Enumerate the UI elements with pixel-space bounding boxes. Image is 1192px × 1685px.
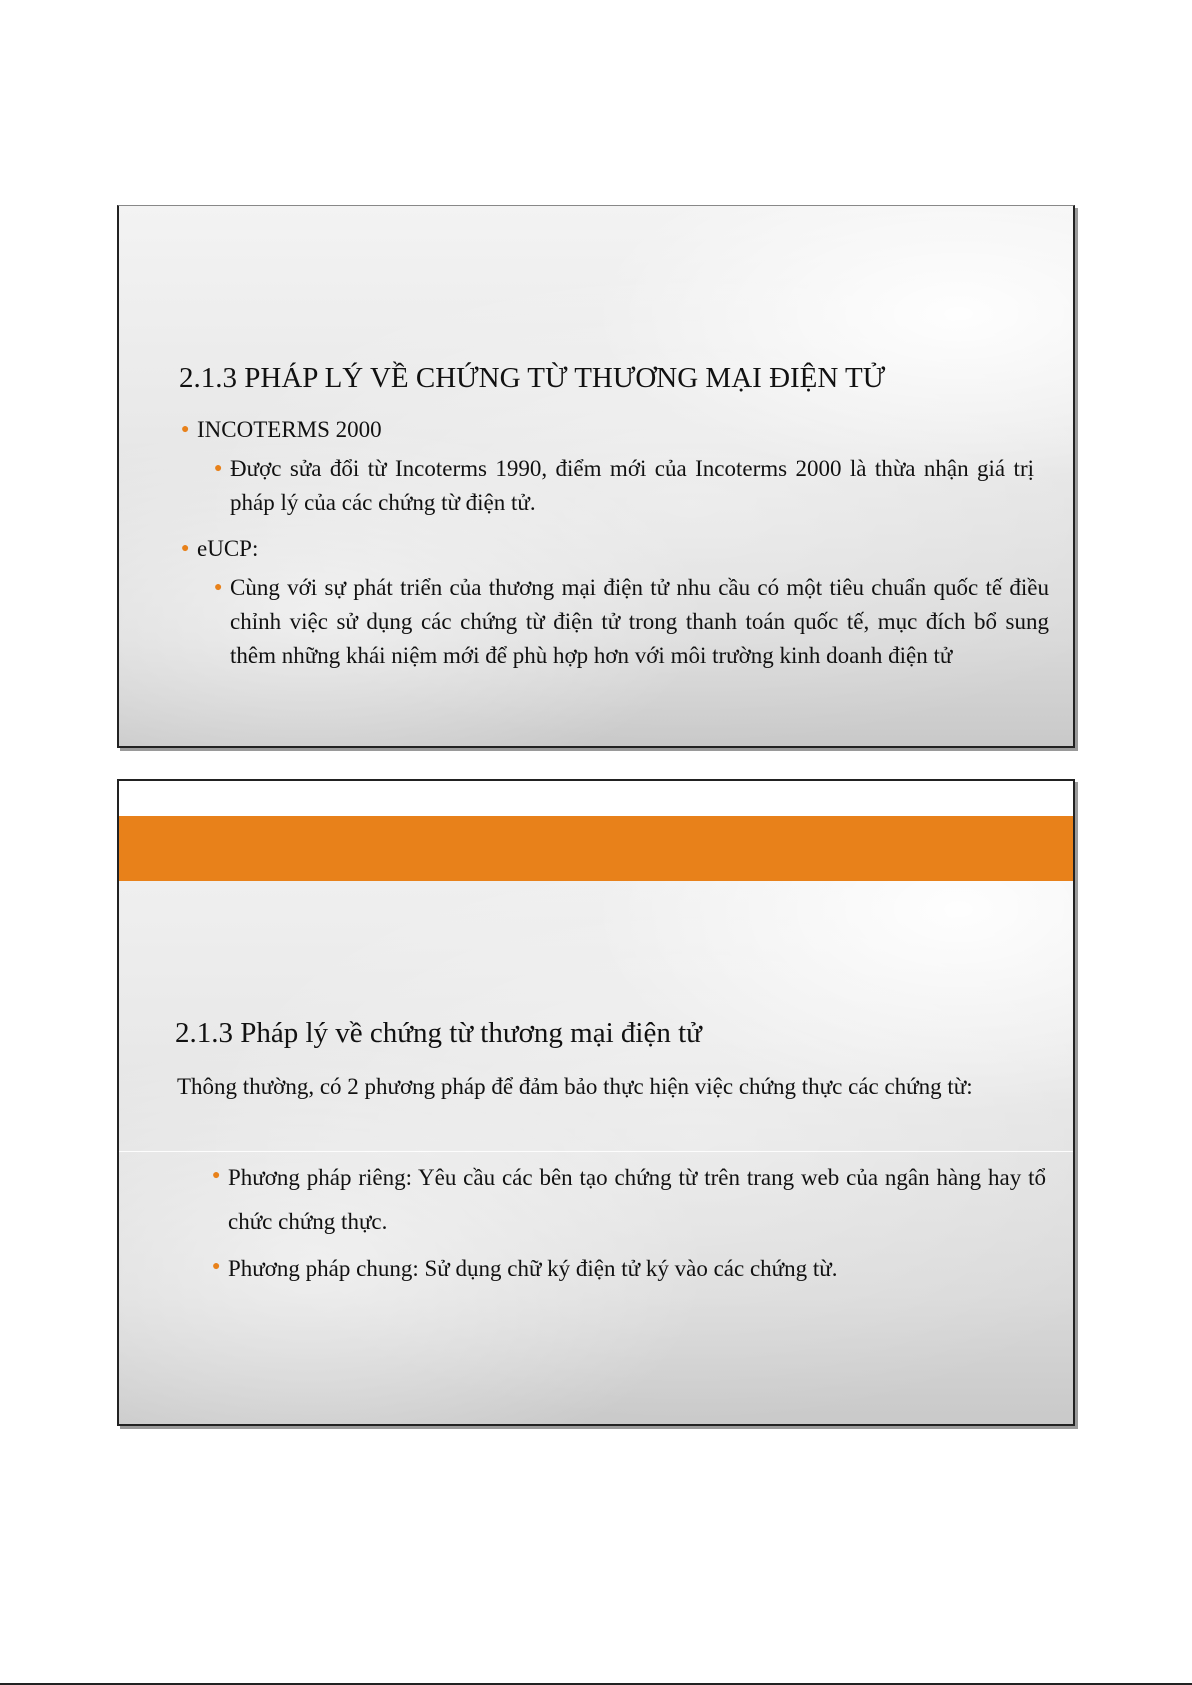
bullet-text: Phương pháp riêng: Yêu cầu các bên tạo chứng từ trên trang web của ngân hàng hay tổ chức chứng thực.	[228, 1165, 1046, 1234]
sub-bullet-incoterms	[214, 452, 1034, 520]
slide-1-title: 2.1.3 PHÁP LÝ VỀ CHỨNG TỪ THƯƠNG MẠI ĐIỆN TỬ	[179, 362, 886, 394]
bullet-incoterms	[181, 413, 881, 447]
bullet-text: Cùng với sự phát triển của thương mại điện tử nhu cầu có một tiêu chuẩn quốc tế điều chỉnh việc sử dụng các chứng từ điện tử trong thanh toán quốc tế, mục đích bổ sung thêm những khái niệm mới để phù hợp hơn với môi trường kinh doanh điện tử	[230, 575, 1049, 668]
slide-header-band	[119, 816, 1073, 881]
bullet-general-method	[212, 1247, 1046, 1291]
bullet-dot-icon: ●	[212, 1259, 221, 1274]
bullet-dot-icon: ●	[181, 422, 190, 437]
bullet-private-method	[212, 1156, 1046, 1244]
bullet-text: Được sửa đổi từ Incoterms 1990, điểm mới của Incoterms 2000 là thừa nhận giá trị pháp lý của các chứng từ điện tử.	[230, 456, 1034, 515]
bullet-dot-icon: ●	[214, 461, 223, 476]
slide-2-intro: Thông thường, có 2 phương pháp để đảm bảo thực hiện việc chứng thực các chứng từ:	[177, 1074, 973, 1099]
bullet-dot-icon: ●	[181, 541, 190, 556]
slide-2-title: 2.1.3 Pháp lý về chứng từ thương mại điện tử	[175, 1017, 702, 1049]
divider	[119, 1151, 1073, 1152]
slide-2	[117, 779, 1075, 1426]
bullet-dot-icon: ●	[212, 1168, 221, 1183]
bullet-text: INCOTERMS 2000	[197, 417, 382, 442]
bullet-dot-icon: ●	[214, 580, 223, 595]
bullet-eucp	[181, 532, 481, 566]
sub-bullet-eucp	[214, 571, 1049, 673]
bullet-text: eUCP:	[197, 536, 259, 561]
slide-header-strip	[119, 781, 1073, 816]
bullet-text: Phương pháp chung: Sử dụng chữ ký điện tử ký vào các chứng từ.	[228, 1256, 838, 1281]
slide-1	[117, 205, 1075, 748]
